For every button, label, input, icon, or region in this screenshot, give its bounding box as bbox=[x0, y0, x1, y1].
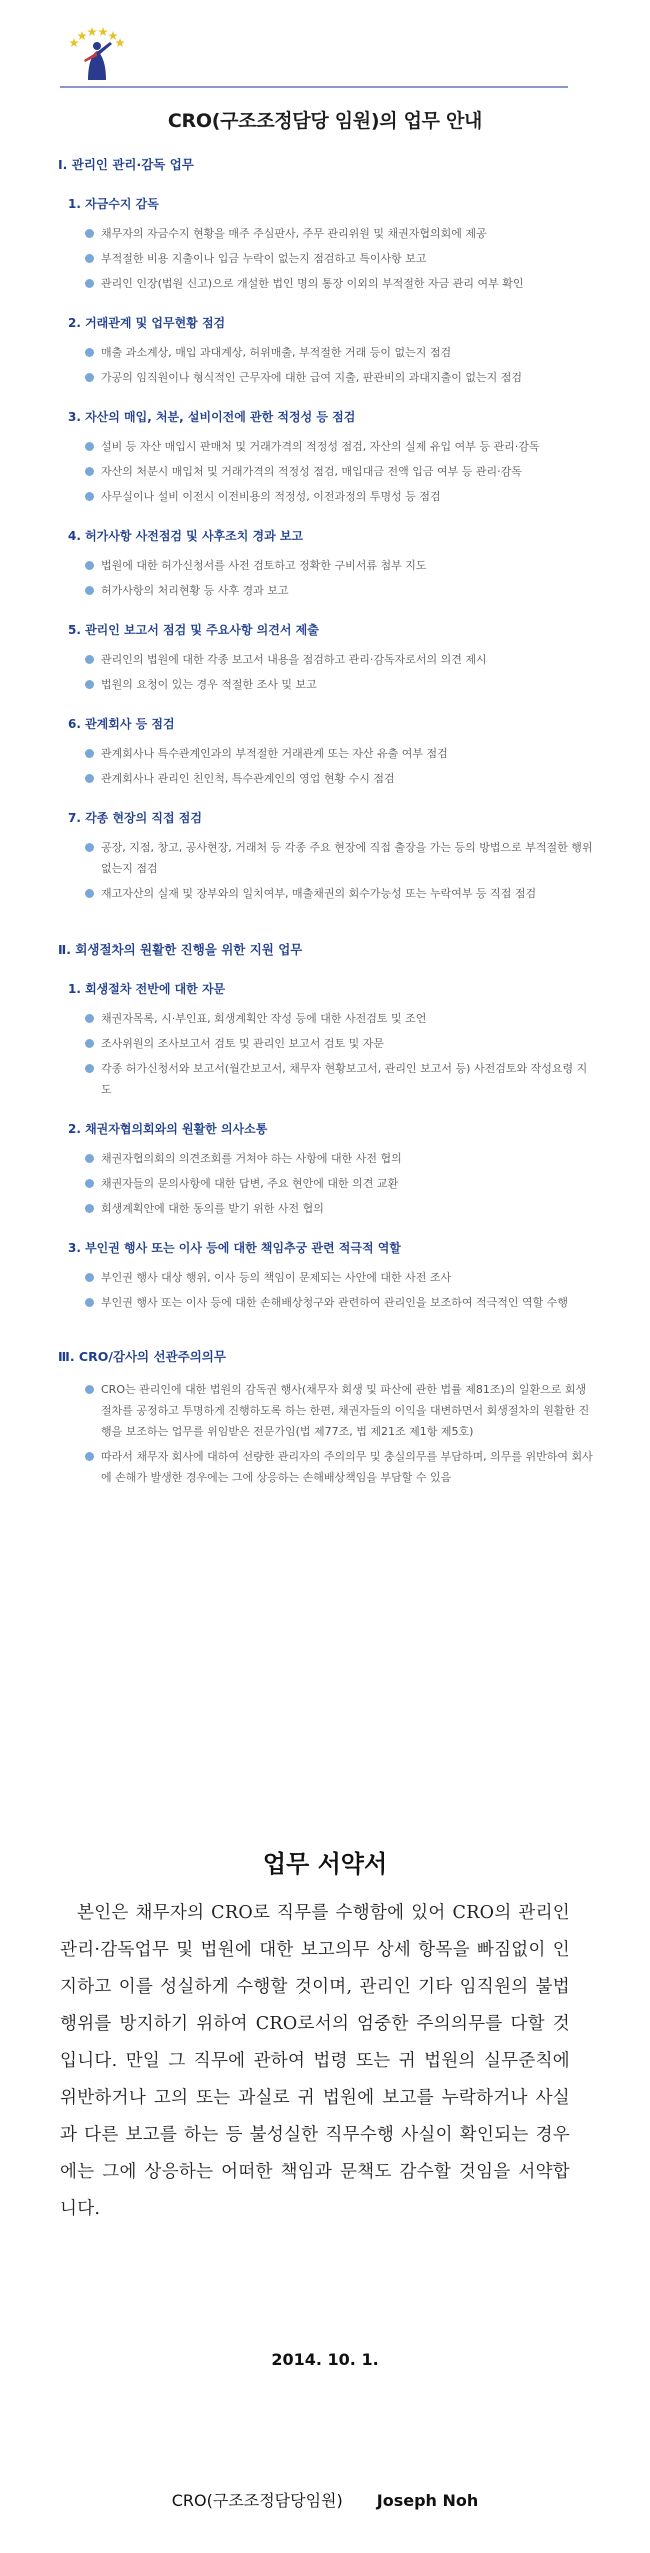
list-item: 각종 허가신청서와 보고서(월간보고서, 채무자 현황보고서, 관리인 보고서 등) 사전검토와 작성요령 지도 bbox=[101, 1058, 598, 1100]
list-item: 매출 과소계상, 매입 과대계상, 허위매출, 부적절한 거래 등이 없는지 점검 bbox=[101, 342, 598, 363]
signature-line bbox=[0, 2488, 650, 2511]
list-item: 채권자목록, 시·부인표, 회생계획안 작성 등에 대한 사전검토 및 조언 bbox=[101, 1008, 598, 1029]
duty-group bbox=[58, 980, 598, 1100]
group-title: 1. 자금수지 감독 bbox=[68, 197, 159, 211]
list-item: CRO는 관리인에 대한 법원의 감독권 행사(채무자 회생 및 파산에 관한 법률 제81조)의 일환으로 회생절차를 공정하고 투명하게 진행하도록 하는 한편, 채권자들의 이익을 대변하면서 회생절차의 원활한 진행을 보조하는 업무를 위임받은 전문가임(법 제77조, 법 제21조 제1항 제5호) bbox=[101, 1379, 598, 1442]
group-title: 3. 자산의 매입, 처분, 설비이전에 관한 적정성 등 점검 bbox=[68, 410, 356, 424]
pledge-date: 2014. 10. 1. bbox=[271, 2350, 379, 2369]
duty-group bbox=[58, 1120, 598, 1219]
duty-group bbox=[58, 408, 598, 507]
list-item: 따라서 채무자 회사에 대하여 선량한 관리자의 주의의무 및 충실의무를 부담하며, 의무를 위반하여 회사에 손해가 발생한 경우에는 그에 상응하는 손해배상책임을 부담할 수 있음 bbox=[101, 1446, 598, 1488]
list-item: 조사위원의 조사보고서 검토 및 관리인 보고서 검토 및 자문 bbox=[101, 1033, 598, 1054]
list-item: 부인권 행사 대상 행위, 이사 등의 책임이 문제되는 사안에 대한 사전 조사 bbox=[101, 1267, 598, 1288]
signer-role: CRO(구조조정담당임원) bbox=[171, 2491, 343, 2510]
list-item: 자산의 처분시 매입처 및 거래가격의 적정성 점검, 매입대금 전액 입금 여부 등 관리·감독 bbox=[101, 461, 598, 482]
duty-group bbox=[58, 809, 598, 904]
header-divider bbox=[60, 86, 568, 88]
duty-guide bbox=[58, 155, 598, 1492]
list-item: 재고자산의 실재 및 장부와의 일치여부, 매출채권의 회수가능성 또는 누락여부 등 직접 점검 bbox=[101, 883, 598, 904]
list-item: 회생계획안에 대한 동의를 받기 위한 사전 협의 bbox=[101, 1198, 598, 1219]
list-item: 채권자협의회의 의견조회를 거쳐야 하는 사항에 대한 사전 협의 bbox=[101, 1148, 598, 1169]
duty-group bbox=[58, 527, 598, 601]
list-item: 부적절한 비용 지출이나 입금 누락이 없는지 점검하고 특이사항 보고 bbox=[101, 248, 598, 269]
list-item: 채권자들의 문의사항에 대한 답변, 주요 현안에 대한 의견 교환 bbox=[101, 1173, 598, 1194]
signer-name: Joseph Noh bbox=[376, 2491, 479, 2510]
group-title: 3. 부인권 행사 또는 이사 등에 대한 책임추궁 관련 적극적 역할 bbox=[68, 1241, 401, 1255]
group-title: 7. 각종 현장의 직접 점검 bbox=[68, 811, 202, 825]
page-title: CRO(구조조정담당 임원)의 업무 안내 bbox=[167, 110, 483, 132]
duty-group bbox=[58, 621, 598, 695]
group-title: 5. 관리인 보고서 점검 및 주요사항 의견서 제출 bbox=[68, 623, 319, 637]
group-title: 2. 채권자협의회와의 원활한 의사소통 bbox=[68, 1122, 268, 1136]
group-title: 2. 거래관계 및 업무현황 점검 bbox=[68, 316, 226, 330]
list-item: 사무실이나 설비 이전시 이전비용의 적정성, 이전과정의 투명성 등 점검 bbox=[101, 486, 598, 507]
list-item: 공장, 지점, 창고, 공사현장, 거래처 등 각종 주요 현장에 직접 출장을 가는 등의 방법으로 부적절한 행위 없는지 점검 bbox=[101, 837, 598, 879]
list-item: 허가사항의 처리현황 등 사후 경과 보고 bbox=[101, 580, 598, 601]
section-heading: Ⅱ. 회생절차의 원활한 진행을 위한 지원 업무 bbox=[58, 942, 303, 957]
list-item: 관계회사나 특수관계인과의 부적절한 거래관계 또는 자산 유출 여부 점검 bbox=[101, 743, 598, 764]
list-item: 설비 등 자산 매입시 판매처 및 거래가격의 적정성 점검, 자산의 실제 유입 여부 등 관리·감독 bbox=[101, 436, 598, 457]
duty-group bbox=[58, 195, 598, 294]
group-title: 1. 회생절차 전반에 대한 자문 bbox=[68, 982, 226, 996]
list-item: 부인권 행사 또는 이사 등에 대한 손해배상청구와 관련하여 관리인을 보조하여 적극적인 역할 수행 bbox=[101, 1292, 598, 1313]
duty-group bbox=[58, 314, 598, 388]
list-item: 법원의 요청이 있는 경우 적절한 조사 및 보고 bbox=[101, 674, 598, 695]
group-title: 4. 허가사항 사전점검 및 사후조치 경과 보고 bbox=[68, 529, 304, 543]
pledge-body: 본인은 채무자의 CRO로 직무를 수행함에 있어 CRO의 관리인 관리·감독업무 및 법원에 대한 보고의무 상세 항목을 빠짐없이 인지하고 이를 성실하게 수행할 것이며, 관리인 기타 임직원의 불법행위를 방지하기 위하여 CRO로서의 엄중한 주의의무를 다할 것입니다. 만일 그 직무에 관하여 법령 또는 귀 법원의 실무준칙에 위반하거나 고의 또는 과실로 귀 법원에 보고를 누락하거나 사실과 다른 보고를 하는 등 불성실한 직무수행 사실이 확인되는 경우에는 그에 상응하는 어떠한 책임과 문책도 감수할 것임을 서약합니다. bbox=[60, 1903, 570, 2219]
group-title: 6. 관계회사 등 점검 bbox=[68, 717, 175, 731]
list-item: 관리인의 법원에 대한 각종 보고서 내용을 점검하고 관리·감독자로서의 의견 제시 bbox=[101, 649, 598, 670]
list-item: 법원에 대한 허가신청서를 사전 검토하고 정확한 구비서류 첨부 지도 bbox=[101, 555, 598, 576]
duty-group bbox=[58, 1239, 598, 1313]
list-item: 관리인 인장(법원 신고)으로 개설한 법인 명의 통장 이외의 부적절한 자금 관리 여부 확인 bbox=[101, 273, 598, 294]
pledge-title: 업무 서약서 bbox=[262, 1849, 388, 1878]
list-item: 가공의 임직원이나 형식적인 근무자에 대한 급여 지출, 판관비의 과대지출이 없는지 점검 bbox=[101, 367, 598, 388]
section-heading: Ⅰ. 관리인 관리·감독 업무 bbox=[58, 157, 194, 172]
list-item: 채무자의 자금수지 현황을 매주 주심판사, 주무 관리위원 및 채권자협의회에 제공 bbox=[101, 223, 598, 244]
section-heading: Ⅲ. CRO/감사의 선관주의의무 bbox=[58, 1349, 226, 1364]
emblem-logo-icon bbox=[66, 24, 128, 82]
duty-group bbox=[58, 715, 598, 789]
list-item: 관계회사나 관리인 친인척, 특수관계인의 영업 현황 수시 점검 bbox=[101, 768, 598, 789]
